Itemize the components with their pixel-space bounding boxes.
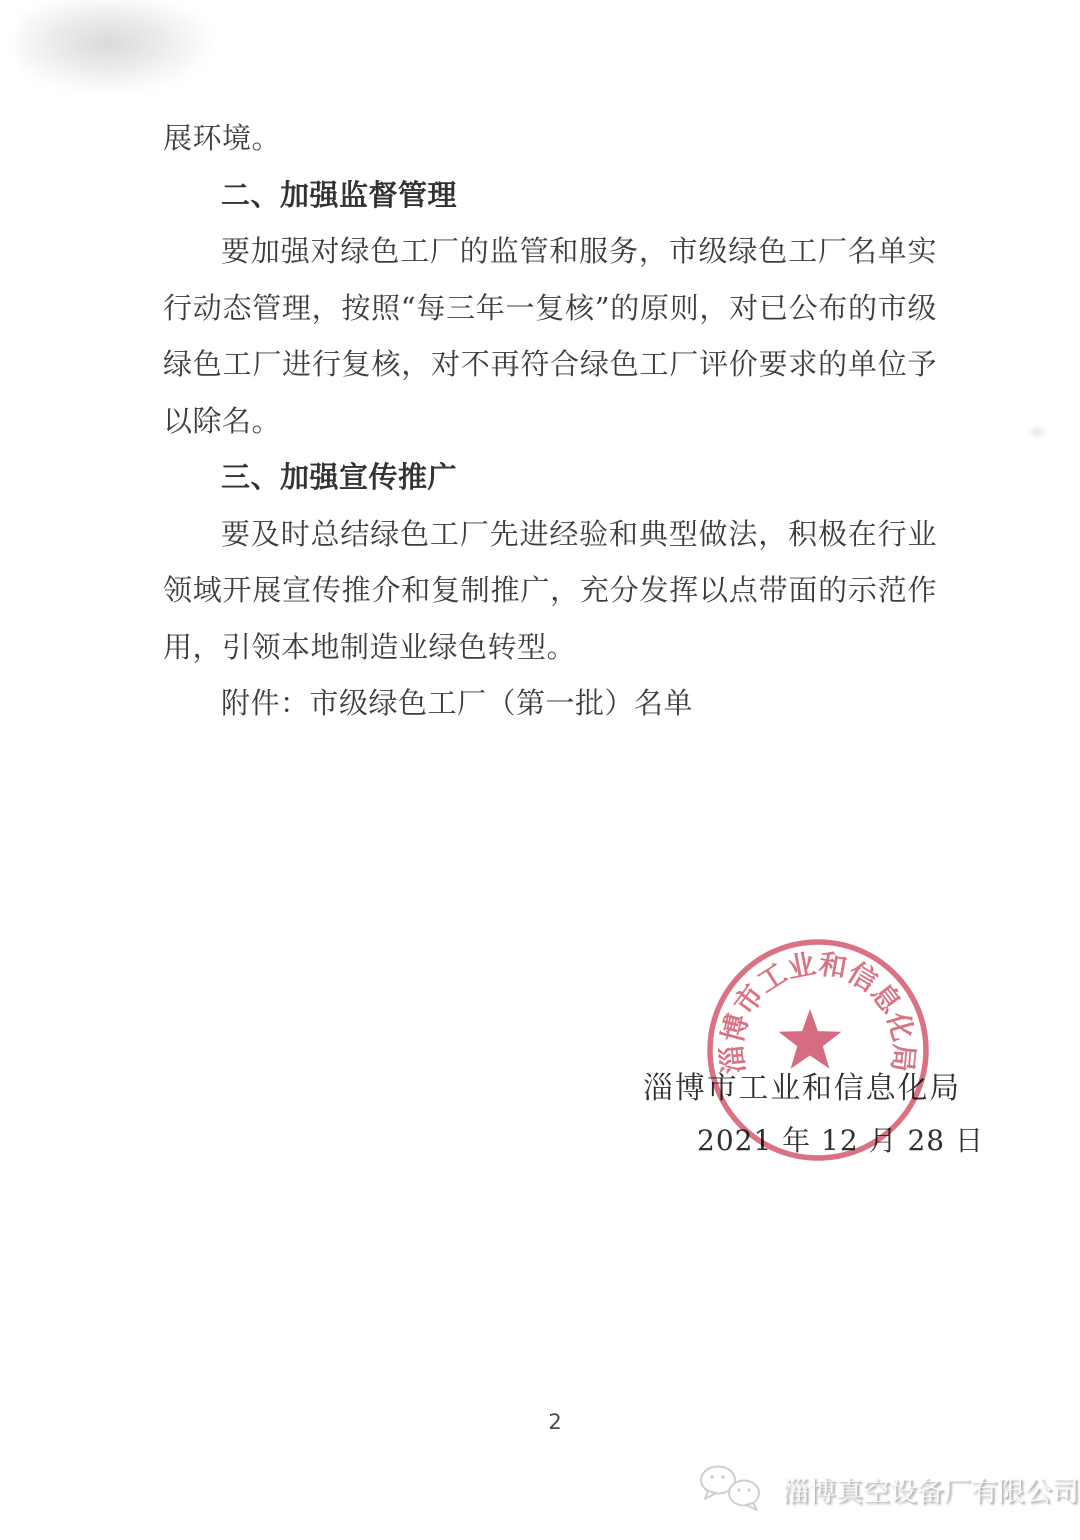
- seal-star-icon: [779, 1009, 842, 1069]
- attachment-line: 附件：市级绿色工厂（第一批）名单: [221, 686, 694, 720]
- footer-company-name: 淄博真空设备厂有限公司: [782, 1476, 1079, 1508]
- continued-paragraph-line: 展环境。: [163, 121, 282, 155]
- seal-arc-text: 淄博市工业和信息化局: [715, 947, 921, 1076]
- section-heading-3: 三、加强宣传推广: [221, 460, 458, 494]
- signature-date: 2021 年 12 月 28 日: [697, 1124, 985, 1157]
- scan-speck: [1028, 425, 1046, 439]
- section-heading-2: 二、加强监督管理: [221, 177, 458, 212]
- section-2-paragraph: 要加强对绿色工厂的监管和服务，市级绿色工厂名单实行动态管理，按照“每三年一复核”的原则，对已公布的市级绿色工厂进行复核，对不再符合绿色工厂评价要求的单位予以除名。: [163, 234, 937, 438]
- wechat-icon: [696, 1464, 772, 1514]
- official-seal: [688, 920, 948, 1180]
- footer-watermark: [696, 1464, 1079, 1514]
- document-body: [163, 110, 937, 732]
- section-3-paragraph: 要及时总结绿色工厂先进经验和典型做法，积极在行业领域开展宣传推介和复制推广，充分发挥以点带面的示范作用，引领本地制造业绿色转型。: [163, 516, 937, 664]
- page-number: 2: [548, 1410, 562, 1434]
- signature-organization: 淄博市工业和信息化局: [643, 1071, 961, 1106]
- scan-smudge: [18, 0, 218, 95]
